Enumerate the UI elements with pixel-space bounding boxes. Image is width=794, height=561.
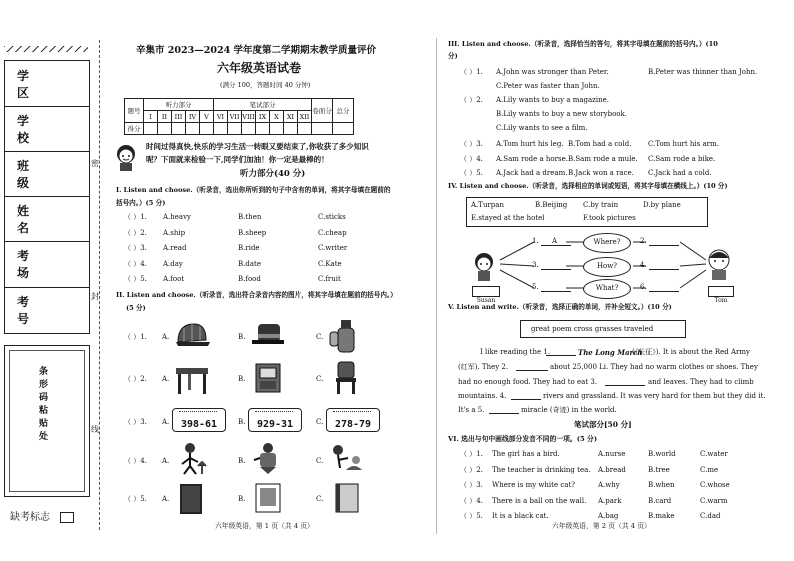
q5-blank-4[interactable]	[511, 399, 541, 400]
q5-passage-1b: The Long March	[578, 348, 643, 357]
q3-answer-slot[interactable]: （ ）2.	[460, 96, 483, 104]
q5-title: V. Listen and write.（听录音，选择正确的单词，并补全短文。）(10 分)	[448, 303, 672, 311]
score-cell[interactable]	[186, 123, 200, 135]
barcode-inner-frame	[9, 350, 85, 492]
q3-option-b: B.Jack won a race.	[568, 169, 634, 177]
q1-option-a: A.read	[163, 244, 187, 252]
info-row-school: 学 校	[5, 106, 89, 152]
q4-blank-5-number: 5.	[532, 283, 539, 291]
q4-option-f: F.took pictures	[583, 214, 636, 222]
q6-answer-slot[interactable]: （ ）2.	[460, 465, 483, 474]
q2-option-a: A.	[162, 333, 170, 341]
q3-option-a: A.Sam rode a horse.	[496, 155, 568, 163]
q5-words: great poem cross grasses traveled	[531, 325, 654, 333]
q5-passage-5b: miracle (奇迹) in the world.	[521, 406, 617, 414]
q1-option-c: C.writer	[318, 244, 348, 252]
q3-option-a: A.Jack had a dream.	[496, 169, 568, 177]
absent-mark-label: 缺考标志	[10, 512, 50, 523]
score-cell[interactable]	[242, 123, 256, 135]
written-header: 笔试部分	[214, 99, 312, 111]
col-vi: VI	[214, 111, 228, 123]
col-iv: IV	[186, 111, 200, 123]
q6-answer-slot[interactable]: （ ）4.	[460, 496, 483, 505]
q5-passage-3a: had no enough food. They had to eat 3.	[458, 378, 598, 386]
q1-option-a: A.day	[163, 259, 183, 268]
q6-sentence: Where is my white cat?	[492, 481, 576, 489]
reviewer-col: 卷面分	[312, 99, 333, 123]
q6-sentence: The girl has a bird.	[492, 450, 560, 458]
col-vii: VII	[228, 111, 242, 123]
col-ii: II	[158, 111, 172, 123]
q6-option-a: A.bread	[598, 465, 626, 474]
q2-option-b: B.	[238, 333, 246, 341]
q4-blank-5[interactable]	[541, 291, 571, 292]
q5-passage-3b: and leaves. They had to climb	[648, 378, 754, 386]
q4-blank-4[interactable]	[649, 269, 679, 270]
q3-answer-slot[interactable]: （ ）1.	[460, 68, 483, 76]
susan-label-box	[472, 286, 500, 304]
q4-blank-3[interactable]	[541, 269, 571, 270]
q5-blank-1[interactable]	[546, 355, 576, 356]
q3-option-b: B.Lily wants to buy a new storybook.	[496, 110, 627, 118]
score-cell[interactable]	[284, 123, 298, 135]
q4-blank-1-answer: A	[552, 237, 558, 245]
q3-option-c: C.Sam rode a bike.	[648, 155, 716, 163]
book-picture-icon	[172, 480, 212, 516]
q1-option-c: C.fruit	[318, 275, 341, 283]
q1-title-2: 括号内。）(5 分)	[116, 199, 166, 207]
q2-option-a: A.	[162, 375, 170, 383]
q1-option-b: B.food	[238, 275, 261, 283]
q1-option-c: C.cheap	[318, 228, 347, 237]
q3-option-a: A.Tom hurt his leg.	[496, 140, 564, 148]
seal-char-feng: 封	[91, 292, 99, 301]
score-cell[interactable]	[298, 123, 312, 135]
plate-a: 398-61	[172, 408, 226, 432]
hat-picture-icon	[248, 318, 288, 354]
q6-sentence: The teacher is drinking tea.	[492, 465, 591, 474]
info-row-name: 姓 名	[5, 196, 89, 242]
info-row-class: 班 级	[5, 151, 89, 197]
watering-picture-icon	[248, 440, 288, 476]
footer-page-1: 六年级英语，第 1 页（共 4 页）	[215, 522, 314, 530]
q2-option-b: B.	[238, 418, 246, 426]
q4-blank-1-number: 1.	[532, 237, 539, 245]
score-cell[interactable]	[158, 123, 172, 135]
susan-label: Susan	[476, 297, 496, 304]
q4-option-a: A.Turpan	[471, 201, 504, 209]
q6-sentence: It is a black cat.	[492, 512, 549, 520]
score-cell[interactable]	[214, 123, 228, 135]
tom-cartoon-icon	[704, 248, 734, 282]
info-row-district: 学 区	[5, 61, 89, 107]
q2-option-b: B.	[238, 495, 246, 503]
q1-option-a: A.foot	[163, 275, 185, 283]
exam-title: 辛集市 2023—2024 学年度第二学期期末教学质量评价	[136, 45, 376, 56]
chair-picture-icon	[326, 360, 366, 396]
q1-answer-slot[interactable]: （ ）4.	[124, 259, 147, 268]
q3-answer-slot[interactable]: （ ）4.	[460, 155, 483, 163]
plate-c: 278-79	[326, 408, 380, 432]
q2-answer-slot[interactable]: （ ）1.	[124, 333, 147, 341]
q2-option-c: C.	[316, 418, 324, 426]
q2-option-a: A.	[162, 457, 170, 465]
q6-answer-slot[interactable]: （ ）3.	[460, 481, 483, 489]
q6-option-b: B.world	[648, 450, 676, 458]
listening-header: 听力部分	[144, 99, 214, 111]
q6-option-c: C.me	[700, 465, 719, 474]
q6-option-a: A.why	[598, 481, 620, 489]
q2-answer-slot[interactable]: （ ）3.	[124, 418, 147, 426]
q1-answer-slot[interactable]: （ ）1.	[124, 213, 147, 221]
q2-option-c: C.	[316, 457, 324, 465]
q1-option-a: A.ship	[163, 228, 186, 237]
q1-answer-slot[interactable]: （ ）3.	[124, 244, 147, 252]
q4-blank-2[interactable]	[649, 245, 679, 246]
cabinet-picture-icon	[248, 360, 288, 396]
info-row-exam-number: 考 号	[17, 295, 48, 326]
q6-option-c: C.warm	[700, 496, 728, 505]
q2-option-c: C.	[316, 333, 324, 341]
q6-option-b: B.card	[648, 496, 672, 505]
col-xi: XI	[284, 111, 298, 123]
q2-answer-slot[interactable]: （ ）2.	[124, 375, 147, 383]
q3-answer-slot[interactable]: （ ）3.	[460, 140, 483, 148]
q5-blank-5[interactable]	[489, 413, 519, 414]
q4-option-d: D.by plane	[643, 201, 681, 209]
q6-option-a: A.park	[598, 496, 622, 505]
q3-option-a: A.John was stronger than Peter.	[496, 68, 609, 76]
q2-option-a: A.	[162, 418, 170, 426]
barcode-label: 条形码粘贴处	[37, 366, 47, 444]
col-xii: XII	[298, 111, 312, 123]
written-section-title: 笔试部分[50 分]	[574, 420, 632, 429]
footer-page-2: 六年级英语，第 2 页（共 4 页）	[552, 522, 651, 530]
plate-b: 929-31	[248, 408, 302, 432]
planting-picture-icon	[172, 440, 212, 476]
q6-option-b: B.tree	[648, 465, 670, 474]
oval-how: How?	[583, 257, 631, 277]
q1-option-a: A.heavy	[163, 213, 192, 221]
score-cell[interactable]	[270, 123, 284, 135]
table-picture-icon	[172, 360, 212, 396]
col-i: I	[144, 111, 158, 123]
q4-option-c: C.by train	[583, 201, 619, 209]
score-cell[interactable]	[228, 123, 242, 135]
intro-line-1: 时间过得真快,快乐的学习生活一转眼又要结束了,你收获了多少知识	[146, 142, 369, 151]
q1-answer-slot[interactable]: （ ）2.	[124, 228, 147, 237]
q6-option-c: C.whose	[700, 481, 730, 489]
q3-option-b: B.Peter was thinner than John.	[648, 68, 758, 76]
q1-option-b: B.ride	[238, 244, 260, 252]
q4-option-b: B.Beijing	[535, 201, 568, 209]
q4-title: IV. Listen and choose.（听录音，选择相应的单词或短语，将其字母填在横线上。）(10 分)	[448, 182, 728, 190]
q5-passage-4a: mountains. 4.	[458, 392, 507, 400]
q4-option-e: E.stayed at the hotel	[471, 214, 545, 222]
score-cell[interactable]	[200, 123, 214, 135]
cap-picture-icon	[172, 318, 212, 354]
page-divider	[436, 38, 437, 534]
oval-what: What?	[583, 279, 631, 299]
q1-title: I. Listen and choose.（听录音，选出你所听到的句子中含有的单词，将其字母填在题前的	[116, 186, 391, 194]
q3-option-a: A.Lily wants to buy a magazine.	[496, 96, 609, 104]
exam-subtitle: 六年级英语试卷	[217, 61, 302, 75]
q6-option-c: C.water	[700, 450, 728, 458]
q4-options-box	[466, 197, 708, 227]
q4-blank-6[interactable]	[649, 291, 679, 292]
q4-blank-1[interactable]	[541, 245, 571, 246]
score-cell[interactable]	[312, 123, 333, 135]
q4-blank-4-number: 4.	[640, 261, 647, 269]
margin-border-pattern	[4, 46, 88, 52]
exam-note: (满分 100，答题时间 40 分钟)	[220, 81, 311, 89]
student-info-box	[4, 60, 90, 334]
digging-picture-icon	[326, 440, 366, 476]
q5-blank-3[interactable]	[605, 385, 645, 386]
q6-option-b: B.when	[648, 481, 675, 489]
q4-blank-3-number: 3.	[532, 261, 539, 269]
oval-where: Where?	[583, 233, 631, 253]
score-cell[interactable]	[256, 123, 270, 135]
q2-title: II. Listen and choose.（听录音，选出符合录音内容的图片，将其字母填在题前的括号内。）	[116, 291, 397, 299]
q1-option-c: C.Kate	[318, 259, 342, 268]
q5-passage-1c: (《长征》). It is about the Red Army	[632, 348, 750, 356]
col-iii: III	[172, 111, 186, 123]
q3-option-b: B.Sam rode a mule.	[568, 155, 638, 163]
girl-cartoon-icon	[112, 142, 140, 172]
tom-label-box	[708, 286, 734, 304]
q3-option-b: B.Tom had a cold.	[568, 140, 632, 148]
q6-option-a: A.nurse	[598, 450, 626, 458]
col-ix: IX	[256, 111, 270, 123]
barcode-box	[4, 345, 90, 497]
intro-line-2: 呢？下面就来检验一下,同学们加油！你一定是最棒的！	[146, 155, 329, 164]
q1-option-c: C.sticks	[318, 213, 346, 221]
col-v: V	[200, 111, 214, 123]
q2-option-c: C.	[316, 495, 324, 503]
q5-passage-4b: rivers and grassland. It was very hard for them but they did it.	[543, 392, 766, 400]
score-row-label: 得分	[125, 123, 144, 135]
q2-answer-slot[interactable]: （ ）5.	[124, 495, 147, 503]
q2-option-c: C.	[316, 375, 324, 383]
q2-option-a: A.	[162, 495, 170, 503]
q3-option-c: C.Peter was faster than John.	[496, 82, 600, 90]
q6-sentence: There is a ball on the wall.	[492, 496, 587, 505]
q1-answer-slot[interactable]: （ ）5.	[124, 275, 147, 283]
info-row-exam-room: 考 场	[5, 241, 89, 288]
dictionary-picture-icon	[248, 480, 288, 516]
q4-blank-2-number: 2.	[640, 237, 647, 245]
col-viii: VIII	[242, 112, 255, 121]
q3-answer-slot[interactable]: （ ）5.	[460, 169, 483, 177]
total-col: 总分	[333, 99, 354, 123]
q3-title-2: 分)	[448, 52, 458, 60]
q6-answer-slot[interactable]: （ ）1.	[460, 450, 483, 458]
absent-mark-checkbox[interactable]	[60, 512, 74, 523]
score-cell[interactable]	[172, 123, 186, 135]
q2-score: (5 分)	[126, 304, 146, 312]
q5-passage-2b: about 25,000 Li. They had no warm clothes or shoes. They	[550, 363, 758, 371]
q2-option-b: B.	[238, 375, 246, 383]
seal-char-xian: 线	[91, 425, 99, 434]
q5-passage-5a: It's a 5.	[458, 406, 485, 414]
q5-word-box	[520, 320, 686, 338]
q5-passage-1a: I like reading the 1.	[480, 348, 551, 356]
notebook-picture-icon	[326, 480, 366, 516]
q3-option-c: C.Tom hurt his arm.	[648, 140, 719, 148]
q4-blank-6-number: 6.	[640, 283, 647, 291]
q1-option-b: B.then	[238, 213, 262, 221]
q3-option-c: C.Jack had a cold.	[648, 169, 712, 177]
q1-option-b: B.sheep	[238, 228, 267, 237]
q6-title: VI. 选出与句中画线部分发音不同的一项。(5 分)	[448, 435, 598, 443]
q1-option-b: B.date	[238, 259, 261, 268]
q6-option-b: B.make	[648, 512, 675, 520]
col-x: X	[270, 111, 284, 123]
q6-answer-slot[interactable]: （ ）5.	[460, 512, 483, 520]
q5-blank-2[interactable]	[516, 370, 548, 371]
tom-label: Tom	[714, 297, 728, 304]
bottle-picture-icon	[326, 318, 366, 354]
seal-line	[99, 40, 100, 530]
score-table	[124, 98, 354, 135]
score-cell[interactable]	[144, 123, 158, 135]
listening-section-title: 听力部分(40 分)	[240, 169, 306, 179]
q6-option-a: A.bag	[598, 512, 619, 520]
seal-char-mi: 密	[91, 159, 99, 168]
q2-answer-slot[interactable]: （ ）4.	[124, 457, 147, 465]
q3-title: III. Listen and choose.（听录音，选择恰当的答句，将其字母填在题前的括号内。）(10	[448, 40, 718, 48]
score-cell[interactable]	[333, 123, 354, 135]
score-table-label: 题号	[125, 99, 144, 123]
q3-option-c: C.Lily wants to see a film.	[496, 124, 588, 132]
q5-passage-2a: (红军). They 2.	[458, 363, 509, 371]
q2-option-b: B.	[238, 457, 246, 465]
susan-cartoon-icon	[470, 252, 498, 284]
q6-option-c: C.dad	[700, 512, 721, 520]
